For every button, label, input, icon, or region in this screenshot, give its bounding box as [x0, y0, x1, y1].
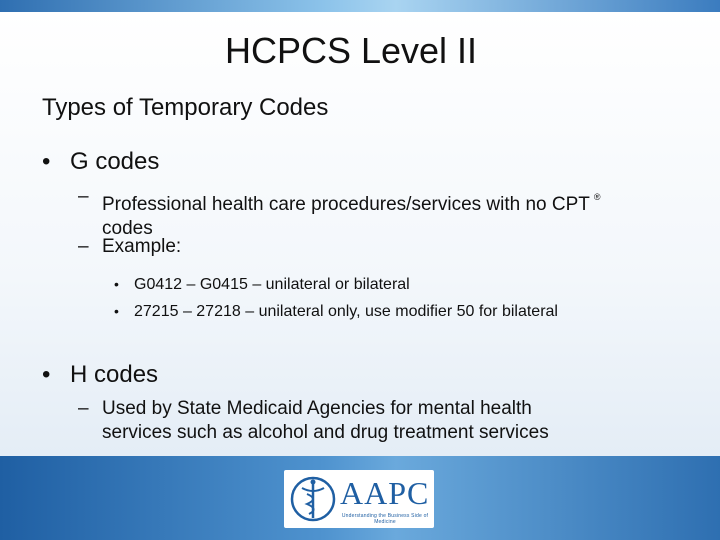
- example-text: G0412 – G0415 – unilateral or bilateral: [134, 276, 410, 293]
- bullet-label: H codes: [70, 361, 159, 388]
- sub-bullet-medicaid: [78, 397, 678, 445]
- logo-wordmark: AAPC: [340, 475, 430, 511]
- footer-bar: [0, 456, 720, 540]
- sub-bullet-text: Example:: [102, 236, 182, 257]
- sub-bullet-text: Professional health care procedures/services with no CPT: [102, 194, 590, 215]
- example-text: 27215 – 27218 – unilateral only, use modifier 50 for bilateral: [134, 303, 558, 320]
- dash-glyph: –: [78, 186, 89, 207]
- top-accent-bar: [0, 0, 720, 12]
- sub-bullet-continuation: codes: [102, 218, 153, 239]
- sub-bullet-text: Used by State Medicaid Agencies for mental health: [102, 398, 532, 419]
- example-item-27215: [114, 301, 558, 322]
- example-item-g0412: [114, 274, 410, 295]
- logo-tagline: Understanding the Business Side of Medicine: [341, 513, 429, 525]
- bullet-label: G codes: [70, 148, 160, 175]
- registered-mark: ®: [593, 192, 601, 202]
- slide-subtitle: Types of Temporary Codes: [42, 94, 329, 121]
- dash-glyph: –: [78, 236, 89, 257]
- slide-title: HCPCS Level II: [224, 30, 478, 71]
- caduceus-icon: [290, 474, 336, 524]
- bullet-h-codes: [42, 361, 158, 389]
- bullet-g-codes: [42, 148, 159, 176]
- sub-bullet-professional: [78, 185, 678, 241]
- bullet-dot: •: [114, 276, 119, 292]
- sub-bullet-continuation: services such as alcohol and drug treatment services: [102, 422, 549, 443]
- aapc-logo: [284, 470, 434, 528]
- dash-glyph: –: [78, 398, 89, 419]
- bullet-dot: •: [42, 148, 51, 175]
- bullet-dot: •: [114, 303, 119, 319]
- bullet-dot: •: [42, 361, 51, 388]
- sub-bullet-example: [78, 235, 678, 259]
